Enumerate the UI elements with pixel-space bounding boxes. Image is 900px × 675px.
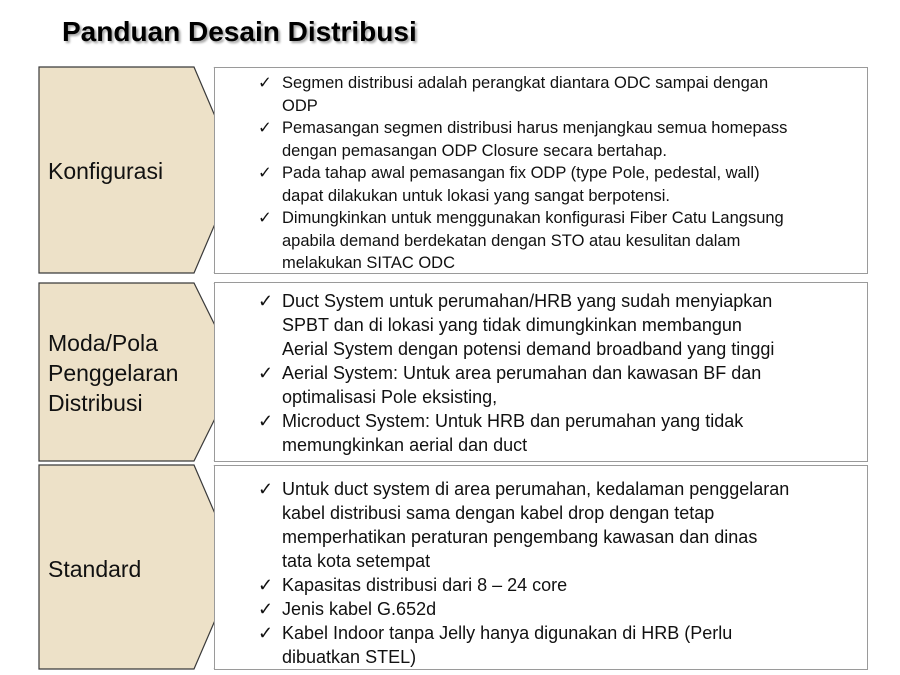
bullet-list-standard: [258, 477, 864, 669]
category-label-line: Moda/Pola: [48, 330, 158, 356]
category-label-line: Standard: [48, 556, 142, 582]
check-mark-icon: ✓: [258, 599, 274, 619]
check-mark-icon: ✓: [258, 119, 272, 137]
check-mark-icon: ✓: [258, 363, 274, 383]
list-item: ✓ Pemasangan segmen distribusi harus menjangkau semua homepass dengan pemasangan ODP Closure secara bertahap.: [258, 119, 788, 160]
category-label-line: Distribusi: [48, 390, 143, 416]
list-item: ✓ Pada tahap awal pemasangan fix ODP (type Pole, pedestal, wall) dapat dilakukan untuk lokasi yang sangat berpotensi.: [258, 164, 760, 205]
check-mark-icon: ✓: [258, 209, 272, 227]
check-mark-icon: ✓: [258, 74, 272, 92]
list-item: ✓ Kabel Indoor tanpa Jelly hanya digunakan di HRB (Perlu dibuatkan STEL): [258, 623, 733, 667]
category-label-line: Konfigurasi: [48, 158, 164, 184]
list-item: ✓ Dimungkinkan untuk menggunakan konfigurasi Fiber Catu Langsung apabila demand berdekatan dengan STO atau kesulitan dalam melakukan SITAC ODC: [258, 209, 784, 272]
check-mark-icon: ✓: [258, 291, 274, 311]
list-item: ✓ Jenis kabel G.652d: [258, 599, 437, 619]
list-item: ✓ Duct System untuk perumahan/HRB yang sudah menyiapkan SPBT dan di lokasi yang tidak dimungkinkan membangun Aerial System dengan potensi demand broadband yang tinggi: [258, 291, 775, 359]
category-label-standard: [48, 554, 141, 584]
list-item: ✓ Microduct System: Untuk HRB dan perumahan yang tidak memungkinkan aerial dan duct: [258, 411, 744, 455]
list-item: ✓ Untuk duct system di area perumahan, kedalaman penggelaran kabel distribusi sama dengan kabel drop dengan tetap memperhatikan peraturan pengembang kawasan dan dinas tata kota setempat: [258, 479, 790, 571]
list-item: ✓ Segmen distribusi adalah perangkat diantara ODC sampai dengan ODP: [258, 74, 769, 115]
check-mark-icon: ✓: [258, 164, 272, 182]
bullet-list-konfigurasi: [258, 72, 864, 275]
list-item: ✓ Kapasitas distribusi dari 8 – 24 core: [258, 575, 568, 595]
check-mark-icon: ✓: [258, 479, 274, 499]
category-label-moda: [48, 328, 178, 418]
check-mark-icon: ✓: [258, 411, 274, 431]
page-title: Panduan Desain Distribusi: [62, 16, 417, 47]
list-item: ✓ Aerial System: Untuk area perumahan dan kawasan BF dan optimalisasi Pole eksisting,: [258, 363, 762, 407]
bullet-list-moda: [258, 289, 864, 457]
check-mark-icon: ✓: [258, 575, 274, 595]
category-label-konfigurasi: [48, 156, 163, 186]
category-label-line: Penggelaran: [48, 360, 179, 386]
check-mark-icon: ✓: [258, 623, 274, 643]
